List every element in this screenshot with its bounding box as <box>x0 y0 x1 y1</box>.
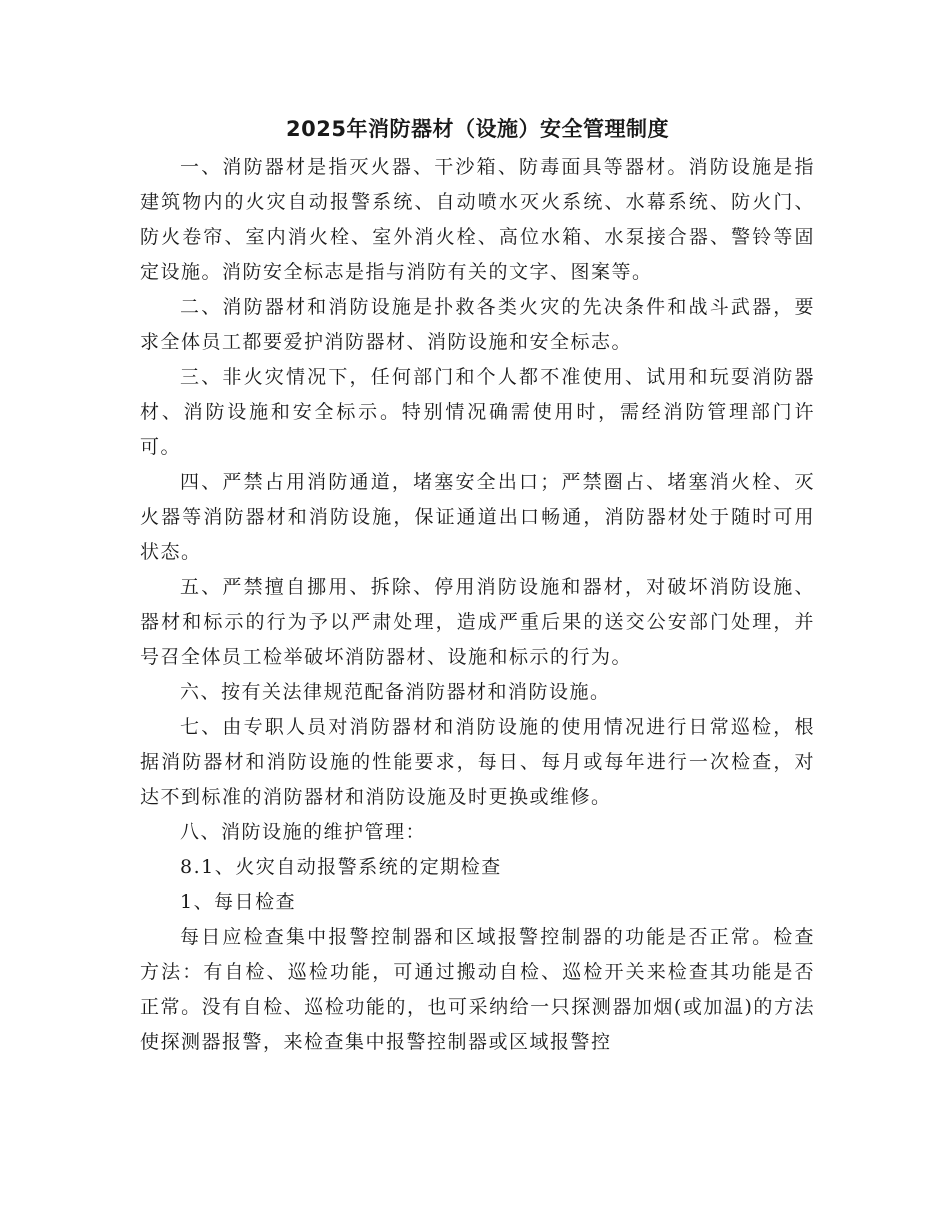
paragraph-section-2: 二、消防器材和消防设施是扑救各类火灾的先决条件和战斗武器，要求全体员工都要爱护消防器材、消防设施和安全标志。 <box>140 296 815 353</box>
paragraph-daily-check-heading: 1、每日检查 <box>180 891 297 913</box>
paragraph-section-5: 五、严禁擅自挪用、拆除、停用消防设施和器材，对破坏消防设施、器材和标示的行为予以严肃处理，造成严重后果的送交公安部门处理，并号召全体员工检举破坏消防器材、设施和标示的行为。 <box>140 576 815 668</box>
paragraph-section-1: 一、消防器材是指灭火器、干沙箱、防毒面具等器材。消防设施是指建筑物内的火灾自动报警系统、自动喷水灭火系统、水幕系统、防火门、防火卷帘、室内消火栓、室外消火栓、高位水箱、水泵接合器、警铃等固定设施。消防安全标志是指与消防有关的文字、图案等。 <box>140 156 815 283</box>
paragraph-section-7: 七、由专职人员对消防器材和消防设施的使用情况进行日常巡检，根据消防器材和消防设施的性能要求，每日、每月或每年进行一次检查，对达不到标准的消防器材和消防设施及时更换或维修。 <box>140 716 815 808</box>
document-title: 2025年消防器材（设施）安全管理制度 <box>286 117 669 141</box>
document-body <box>140 112 815 1060</box>
paragraph-section-8-heading: 八、消防设施的维护管理： <box>180 821 427 843</box>
paragraph-section-4: 四、严禁占用消防通道，堵塞安全出口；严禁圈占、堵塞消火栓、灭火器等消防器材和消防设施，保证通道出口畅通，消防器材处于随时可用状态。 <box>140 471 815 563</box>
paragraph-subsection-8-1: 8.1、火灾自动报警系统的定期检查 <box>180 856 502 878</box>
paragraph-section-3: 三、非火灾情况下，任何部门和个人都不准使用、试用和玩耍消防器材、消防设施和安全标示。特别情况确需使用时，需经消防管理部门许可。 <box>140 366 815 458</box>
paragraph-section-6: 六、按有关法律规范配备消防器材和消防设施。 <box>180 681 611 703</box>
paragraph-daily-check-body: 每日应检查集中报警控制器和区域报警控制器的功能是否正常。检查方法：有自检、巡检功能，可通过搬动自检、巡检开关来检查其功能是否正常。没有自检、巡检功能的，也可采纳给一只探测器加烟(或加温)的方法使探测器报警，来检查集中报警控制器或区域报警控 <box>140 926 815 1053</box>
